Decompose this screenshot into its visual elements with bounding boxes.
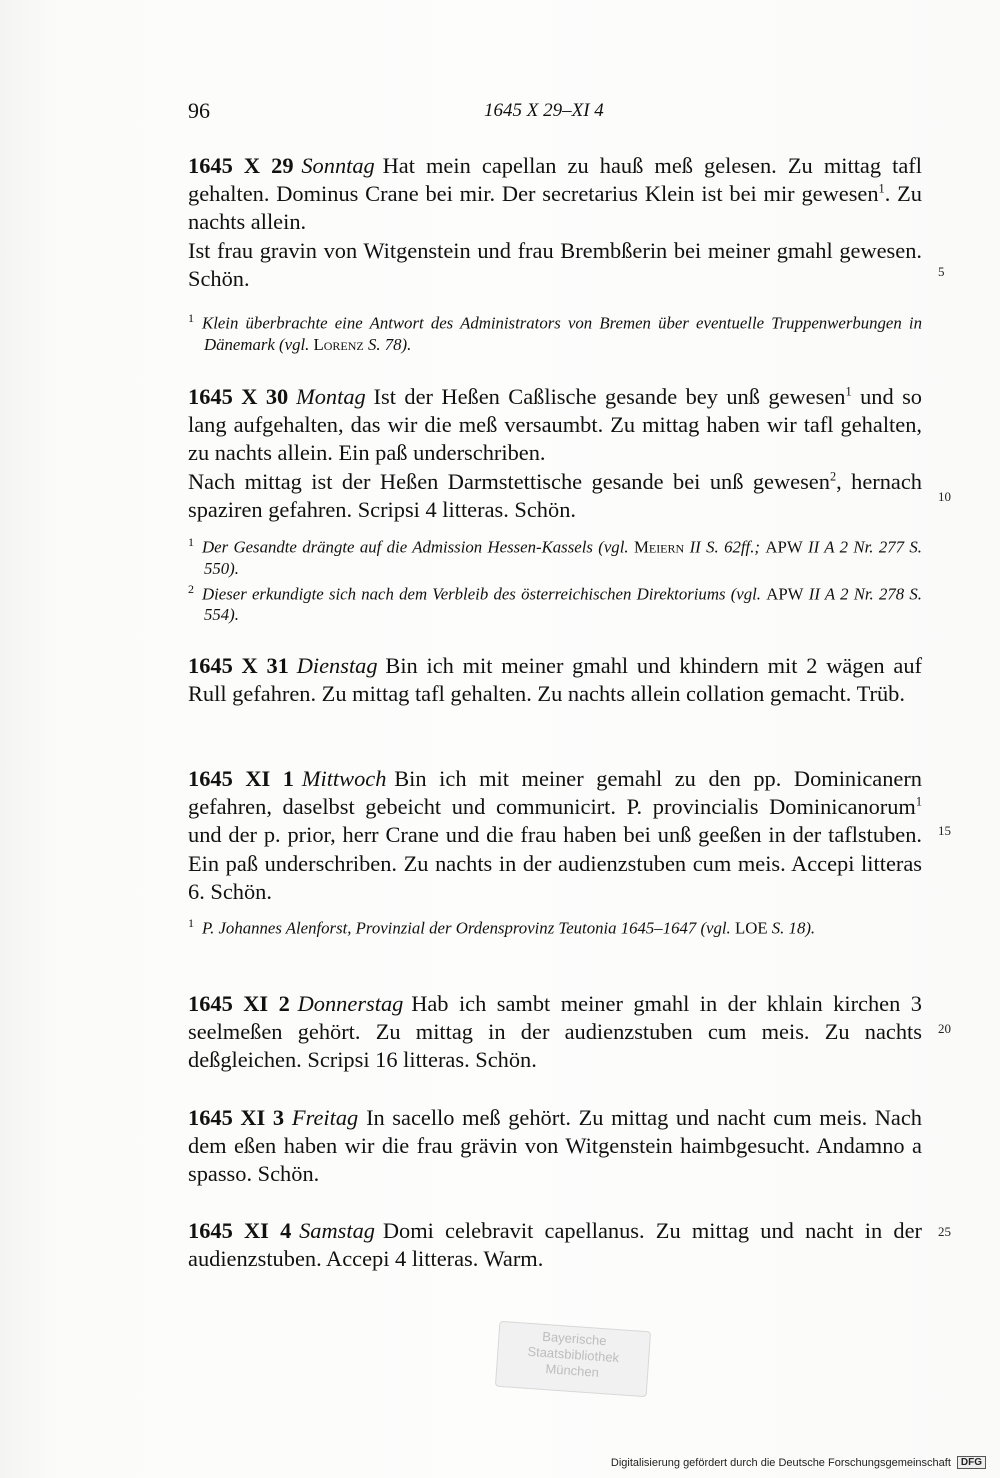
diary-entry-x29	[188, 152, 922, 293]
entry-text: . Zu nachts allein.	[188, 181, 922, 235]
entry-weekday: Donnerstag	[297, 991, 404, 1016]
entry-weekday: Montag	[296, 384, 366, 409]
footnote: $^1$ Klein überbrachte eine Antwort des Administrators von Bremen über eventuelle Truppenwerbungen in Dänemark (vgl. Lorenz S. 78).	[188, 311, 922, 354]
entry-weekday: Freitag	[291, 1105, 359, 1130]
entry-date: 1645 X 30	[188, 384, 289, 409]
entry-paragraph	[188, 652, 922, 708]
footnote-marker: 1	[915, 794, 922, 809]
diary-entry-xi1	[188, 765, 922, 906]
footnote-block-x30	[188, 532, 922, 625]
page-number: 96	[188, 98, 210, 123]
footnote-marker: 2	[829, 469, 837, 484]
entry-date: 1645 XI 1	[188, 766, 295, 791]
entry-text: Hab ich sambt meiner gmahl in der khlain kirchen 3 seelmeßen gehört. Zu mittag in der audienzstuben cum meis. Zu nachts deßgleichen. Scripsi 16 litteras. Schön.	[188, 991, 922, 1073]
entry-text: Ist der Heßen Caßlische gesande bey unß gewesen	[373, 384, 846, 409]
diary-entry-x31	[188, 652, 922, 708]
dfg-logo-icon: DFG	[957, 1456, 986, 1469]
diary-entry-xi3	[188, 1104, 922, 1189]
entry-text: , hernach spaziren gefahren. Scripsi 4 litteras. Schön.	[188, 468, 922, 522]
entry-weekday: Mittwoch	[301, 766, 387, 791]
entry-paragraph	[188, 990, 922, 1075]
entry-paragraph: Ist frau gravin von Witgenstein und frau Brembßerin bei meiner gmahl gewesen. Schön.	[188, 237, 922, 291]
entry-text: Bin ich mit meiner gemahl zu den pp. Dominicanern gefahren, daselbst gebeicht und communicirt. P. provincialis Dominicanorum	[188, 766, 922, 820]
footnote: $^1$ P. Johannes Alenforst, Provinzial der Ordensprovinz Teutonia 1645–1647 (vgl. LOE S. 18).	[188, 916, 816, 938]
entry-text: Bin ich mit meiner gmahl und khindern mit 2 wägen auf Rull gefahren. Zu mittag tafl gehalten. Zu nachts allein collation gemacht. Trüb.	[188, 653, 922, 707]
footnote-marker: 1	[845, 384, 852, 399]
entry-text: Nach mittag ist der Heßen Darmstettische gesande bei unß gewesen	[188, 468, 830, 494]
entry-weekday: Samstag	[299, 1218, 375, 1243]
entry-weekday: Dienstag	[296, 653, 378, 678]
footnote: $^2$ Dieser erkundigte sich nach dem Verbleib des österreichischen Direktoriums (vgl. APW II A 2 Nr. 278 S. 554).	[188, 581, 922, 625]
entry-text: Domi celebravit capellanus. Zu mittag und nacht in der audienzstuben. Accepi 4 litteras. Warm.	[188, 1218, 922, 1272]
diary-entry-xi4	[188, 1217, 922, 1273]
entry-text: Hat mein capellan zu hauß meß gelesen. Zu mittag tafl gehalten. Dominus Crane bei mir. Der secretarius Klein ist bei mir gewesen	[188, 153, 922, 207]
entry-date: 1645 X 29	[188, 153, 294, 178]
entry-paragraph	[188, 383, 922, 468]
footnote-block-xi1	[188, 913, 922, 939]
entry-date: 1645 XI 3	[188, 1105, 285, 1130]
entry-paragraph	[188, 1104, 922, 1189]
digitization-footer	[611, 1456, 986, 1469]
entry-text: und der p. prior, herr Crane und die frau haben bei unß geeßen in der taflstuben. Ein paß underschriben. Zu nachts in der audienzstuben cum meis. Accepi litteras 6. Schön.	[188, 822, 922, 904]
diary-entry-x30	[188, 383, 922, 524]
line-number: 15	[938, 823, 951, 838]
footnote-block-x29	[188, 308, 922, 355]
line-number: 10	[938, 489, 951, 504]
entry-paragraph	[188, 468, 922, 524]
entry-paragraph	[188, 1217, 922, 1273]
diary-entry-xi2	[188, 990, 922, 1075]
line-number: 5	[938, 264, 945, 279]
entry-text: und so lang aufgehalten, das wir die meß versaumbt. Zu mittag haben wir tafl gehalten, zu nachts allein. Ein paß underschriben.	[188, 384, 922, 466]
entry-text: In sacello meß gehört. Zu mittag und nacht cum meis. Nach dem eßen haben wir die frau grävin von Witgenstein haimbgesucht. Andamno a spasso. Schön.	[188, 1105, 922, 1187]
entry-date: 1645 X 31	[188, 653, 289, 678]
footnote: $^1$ Der Gesandte drängte auf die Admission Hessen-Kassels (vgl. Meiern II S. 62ff.; APW II A 2 Nr. 277 S. 550).	[188, 535, 922, 578]
line-number: 20	[938, 1021, 951, 1036]
footer-text: Digitalisierung gefördert durch die Deutsche Forschungsgemeinschaft	[610, 1456, 951, 1469]
entry-date: 1645 XI 2	[188, 991, 290, 1016]
entry-paragraph	[188, 765, 922, 906]
footnote-marker: 1	[878, 181, 885, 196]
entry-weekday: Sonntag	[301, 153, 375, 178]
running-head: 1645 X 29–XI 4	[484, 100, 604, 121]
line-number: 25	[938, 1224, 951, 1239]
library-stamp: Bayerische Staatsbibliothek München	[495, 1321, 651, 1397]
entry-paragraph	[188, 152, 922, 237]
entry-date: 1645 XI 4	[188, 1218, 292, 1243]
